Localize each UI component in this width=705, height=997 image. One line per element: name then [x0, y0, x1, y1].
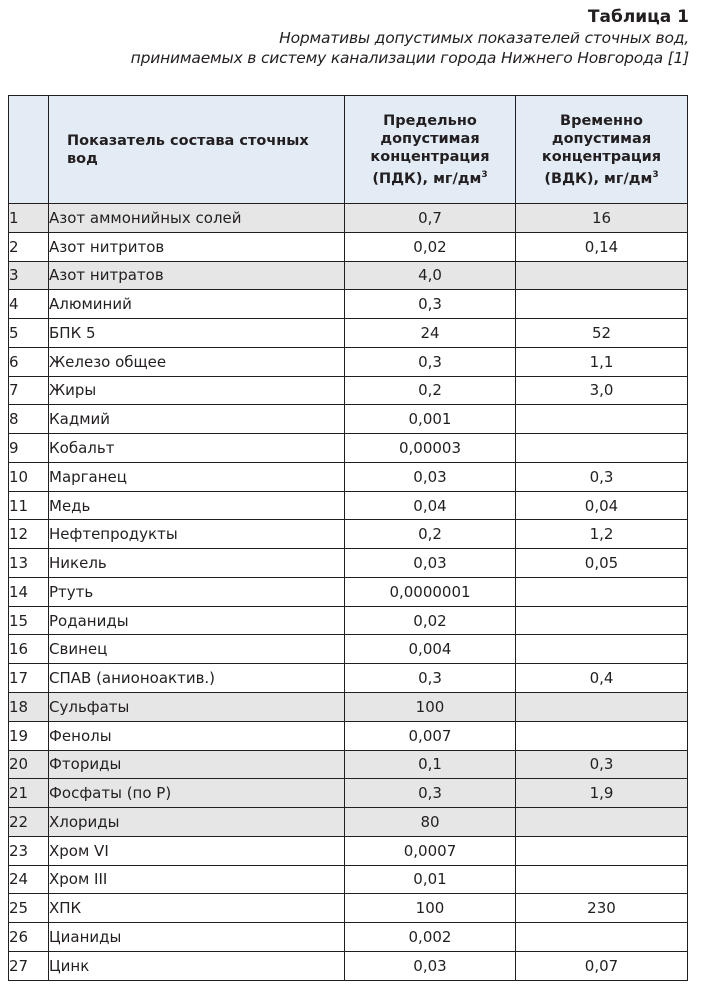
row-number: 24 — [9, 865, 49, 894]
row-vdk-value — [516, 923, 688, 952]
row-indicator: Никель — [49, 549, 345, 578]
row-indicator: Фториды — [49, 750, 345, 779]
row-pdk-value: 0,2 — [345, 520, 516, 549]
row-indicator: Медь — [49, 491, 345, 520]
row-number: 8 — [9, 405, 49, 434]
row-indicator: Кадмий — [49, 405, 345, 434]
header-vdk-label: Временно допустимая концентрация (ВДК), мг/дм — [541, 112, 662, 187]
table-row — [9, 434, 688, 463]
table-row — [9, 664, 688, 693]
table-row — [9, 577, 688, 606]
row-pdk-value: 100 — [345, 693, 516, 722]
header-pdk-sup: 3 — [481, 169, 488, 180]
row-indicator: Хром VI — [49, 836, 345, 865]
row-vdk-value — [516, 606, 688, 635]
row-indicator: Хлориды — [49, 808, 345, 837]
row-pdk-value: 0,03 — [345, 951, 516, 980]
row-vdk-value — [516, 865, 688, 894]
row-pdk-value: 0,03 — [345, 549, 516, 578]
row-vdk-value: 1,9 — [516, 779, 688, 808]
row-vdk-value: 0,3 — [516, 750, 688, 779]
table-row — [9, 232, 688, 261]
row-indicator: Азот аммонийных солей — [49, 204, 345, 233]
row-pdk-value: 0,007 — [345, 721, 516, 750]
row-vdk-value: 230 — [516, 894, 688, 923]
row-number: 20 — [9, 750, 49, 779]
table-row — [9, 376, 688, 405]
row-vdk-value — [516, 261, 688, 290]
row-number: 9 — [9, 434, 49, 463]
row-pdk-value: 0,3 — [345, 664, 516, 693]
row-indicator: БПК 5 — [49, 319, 345, 348]
table-row — [9, 290, 688, 319]
row-pdk-value: 0,3 — [345, 290, 516, 319]
row-vdk-value — [516, 405, 688, 434]
row-indicator: СПАВ (анионоактив.) — [49, 664, 345, 693]
row-indicator: Фосфаты (по P) — [49, 779, 345, 808]
row-indicator: Цианиды — [49, 923, 345, 952]
row-vdk-value: 0,05 — [516, 549, 688, 578]
row-number: 10 — [9, 462, 49, 491]
header-pdk — [345, 96, 516, 204]
row-indicator: Марганец — [49, 462, 345, 491]
row-vdk-value — [516, 577, 688, 606]
table-row — [9, 462, 688, 491]
row-number: 27 — [9, 951, 49, 980]
table-row — [9, 721, 688, 750]
row-pdk-value: 0,004 — [345, 635, 516, 664]
row-number: 16 — [9, 635, 49, 664]
row-number: 5 — [9, 319, 49, 348]
table-row — [9, 606, 688, 635]
row-vdk-value: 0,04 — [516, 491, 688, 520]
row-pdk-value: 0,2 — [345, 376, 516, 405]
row-number: 1 — [9, 204, 49, 233]
row-indicator: Сульфаты — [49, 693, 345, 722]
row-number: 2 — [9, 232, 49, 261]
row-indicator: Свинец — [49, 635, 345, 664]
table-caption — [131, 6, 689, 68]
table-row — [9, 865, 688, 894]
row-vdk-value — [516, 434, 688, 463]
row-vdk-value: 16 — [516, 204, 688, 233]
table-row — [9, 261, 688, 290]
header-indicator: Показатель состава сточных вод — [49, 96, 345, 204]
row-number: 4 — [9, 290, 49, 319]
row-pdk-value: 0,002 — [345, 923, 516, 952]
header-vdk-sup: 3 — [652, 169, 659, 180]
row-pdk-value: 0,02 — [345, 606, 516, 635]
table-row — [9, 951, 688, 980]
table-row — [9, 808, 688, 837]
header-number — [9, 96, 49, 204]
row-pdk-value: 0,001 — [345, 405, 516, 434]
table-row — [9, 204, 688, 233]
row-indicator: Азот нитритов — [49, 232, 345, 261]
row-pdk-value: 80 — [345, 808, 516, 837]
row-number: 18 — [9, 693, 49, 722]
row-indicator: Цинк — [49, 951, 345, 980]
row-vdk-value — [516, 808, 688, 837]
row-vdk-value: 0,14 — [516, 232, 688, 261]
row-pdk-value: 0,1 — [345, 750, 516, 779]
row-vdk-value: 0,3 — [516, 462, 688, 491]
row-indicator: Алюминий — [49, 290, 345, 319]
row-pdk-value: 0,3 — [345, 347, 516, 376]
row-vdk-value — [516, 635, 688, 664]
row-indicator: Азот нитратов — [49, 261, 345, 290]
table-subtitle-line-1: Нормативы допустимых показателей сточных вод, — [279, 29, 689, 47]
row-number: 17 — [9, 664, 49, 693]
table-row — [9, 923, 688, 952]
norms-table — [8, 95, 688, 981]
row-number: 22 — [9, 808, 49, 837]
row-number: 13 — [9, 549, 49, 578]
row-indicator: Железо общее — [49, 347, 345, 376]
row-indicator: Жиры — [49, 376, 345, 405]
row-pdk-value: 0,0007 — [345, 836, 516, 865]
table-row — [9, 319, 688, 348]
row-indicator: Хром III — [49, 865, 345, 894]
row-pdk-value: 0,3 — [345, 779, 516, 808]
row-pdk-value: 0,04 — [345, 491, 516, 520]
row-pdk-value: 0,00003 — [345, 434, 516, 463]
row-vdk-value: 52 — [516, 319, 688, 348]
row-number: 7 — [9, 376, 49, 405]
table-row — [9, 549, 688, 578]
row-number: 15 — [9, 606, 49, 635]
row-pdk-value: 24 — [345, 319, 516, 348]
row-vdk-value: 0,07 — [516, 951, 688, 980]
row-indicator: Роданиды — [49, 606, 345, 635]
row-number: 14 — [9, 577, 49, 606]
table-title: Таблица 1 — [587, 7, 689, 27]
table-row — [9, 750, 688, 779]
header-vdk — [516, 96, 688, 204]
row-number: 23 — [9, 836, 49, 865]
row-number: 3 — [9, 261, 49, 290]
row-pdk-value: 100 — [345, 894, 516, 923]
row-vdk-value: 1,2 — [516, 520, 688, 549]
table-header-row — [9, 96, 688, 204]
row-pdk-value: 0,02 — [345, 232, 516, 261]
row-indicator: Кобальт — [49, 434, 345, 463]
row-vdk-value: 3,0 — [516, 376, 688, 405]
table-row — [9, 894, 688, 923]
table-row — [9, 405, 688, 434]
table-row — [9, 491, 688, 520]
table-row — [9, 779, 688, 808]
table-row — [9, 520, 688, 549]
row-pdk-value: 0,03 — [345, 462, 516, 491]
table-row — [9, 836, 688, 865]
row-vdk-value: 1,1 — [516, 347, 688, 376]
row-indicator: Фенолы — [49, 721, 345, 750]
row-pdk-value: 4,0 — [345, 261, 516, 290]
row-number: 11 — [9, 491, 49, 520]
row-number: 12 — [9, 520, 49, 549]
row-indicator: Нефтепродукты — [49, 520, 345, 549]
header-pdk-label: Предельно допустимая концентрация (ПДК), мг/дм — [370, 112, 490, 187]
row-vdk-value — [516, 290, 688, 319]
row-indicator: ХПК — [49, 894, 345, 923]
row-vdk-value — [516, 693, 688, 722]
row-pdk-value: 0,01 — [345, 865, 516, 894]
row-vdk-value — [516, 721, 688, 750]
row-number: 26 — [9, 923, 49, 952]
table-subtitle-line-2: принимаемых в систему канализации города Нижнего Новгорода [1] — [130, 49, 689, 67]
row-vdk-value: 0,4 — [516, 664, 688, 693]
row-number: 25 — [9, 894, 49, 923]
row-number: 19 — [9, 721, 49, 750]
row-vdk-value — [516, 836, 688, 865]
row-pdk-value: 0,0000001 — [345, 577, 516, 606]
row-pdk-value: 0,7 — [345, 204, 516, 233]
table-row — [9, 635, 688, 664]
row-number: 21 — [9, 779, 49, 808]
row-indicator: Ртуть — [49, 577, 345, 606]
row-number: 6 — [9, 347, 49, 376]
table-row — [9, 693, 688, 722]
table-row — [9, 347, 688, 376]
